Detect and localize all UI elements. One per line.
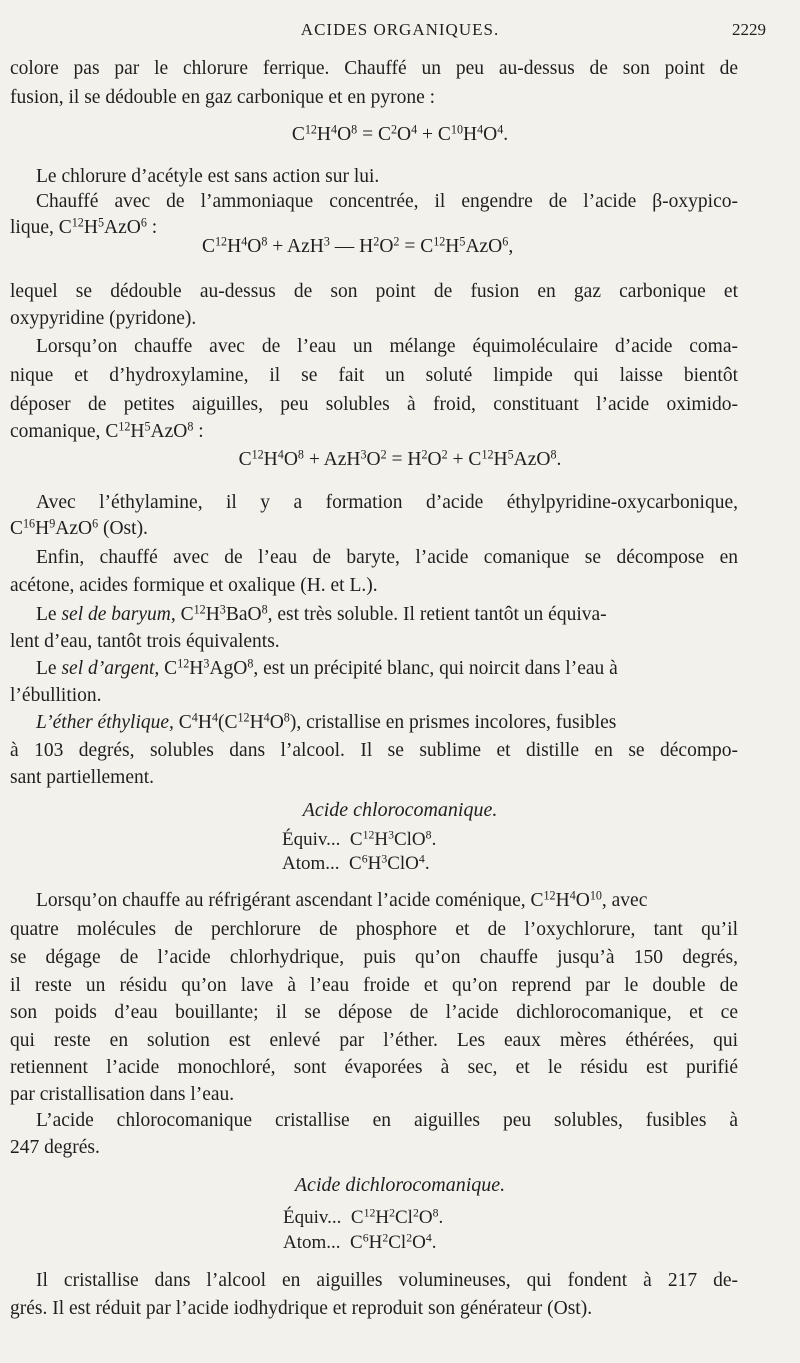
text-line: lequel se dédouble au-dessus de son point de fusion en gaz carbonique et [10, 281, 738, 302]
text-line: nique et d’hydroxylamine, il se fait un soluté limpide qui laisse bientôt [10, 365, 738, 386]
section-heading: Acide dichlorocomanique. [294, 1174, 506, 1196]
text-line: son poids d’eau bouillante; il se dépose de l’acide dichlorocomanique, et ce [10, 1002, 738, 1023]
equation: $C^{12}H^4O^8 + AzH^3O^2 = H^2O^2 + C^{12}H^5AzO^8$. [238, 447, 562, 470]
text-line: déposer de petites aiguilles, peu solubles à froid, constituant l’acide oximido- [10, 394, 738, 415]
text-line: Enfin, chauffé avec de l’eau de baryte, l’acide comanique se décompose en [36, 547, 738, 568]
formula-atom: Atom... $C^6H^2Cl^2O^4$. [283, 1231, 437, 1253]
text-line: colore pas par le chlorure ferrique. Chauffé un peu au-dessus de son point de [10, 58, 738, 79]
text-line: Le sel de baryum, $C^{12}H^3BaO^8$, est très soluble. Il retient tantôt un équiva- [36, 602, 607, 625]
text-line: Il cristallise dans l’alcool en aiguilles volumineuses, qui fondent à 217 de- [36, 1270, 738, 1291]
text-line: à 103 degrés, solubles dans l’alcool. Il se sublime et distille en se décompo- [10, 740, 738, 761]
text-line: Chauffé avec de l’ammoniaque concentrée, il engendre de l’acide β-oxypico- [36, 191, 738, 212]
text-line: oxypyridine (pyridone). [10, 308, 197, 329]
text-line: Avec l’éthylamine, il y a formation d’acide éthylpyridine-oxycarbonique, [36, 492, 738, 513]
text-line: Le sel d’argent, $C^{12}H^3AgO^8$, est un précipité blanc, qui noircit dans l’eau à [36, 656, 618, 679]
text-line: lent d’eau, tantôt trois équivalents. [10, 631, 280, 652]
equation: $C^{12}H^4O^8 + AzH^3$ — $H^2O^2 = C^{12}H^5AzO^6$, [202, 234, 514, 257]
text-line: Lorsqu’on chauffe au réfrigérant ascendant l’acide coménique, $C^{12}H^4O^{10}$, avec [36, 888, 648, 911]
section-heading: Acide chlorocomanique. [302, 799, 498, 821]
page-number: 2229 [732, 20, 766, 39]
text-line: acétone, acides formique et oxalique (H. et L.). [10, 575, 378, 596]
text-line: grés. Il est réduit par l’acide iodhydrique et reproduit son générateur (Ost). [10, 1298, 593, 1319]
formula-equiv: Équiv... $C^{12}H^2Cl^2O^8$. [283, 1206, 444, 1228]
text-line: par cristallisation dans l’eau. [10, 1084, 235, 1105]
text-line: qui reste en solution est enlevé par l’éther. Les eaux mères éthérées, qui [10, 1030, 738, 1051]
text-line: Lorsqu’on chauffe avec de l’eau un mélange équimoléculaire d’acide coma- [36, 336, 738, 357]
text-line: $C^{16}H^9AzO^6$ (Ost). [10, 516, 148, 539]
text-line: comanique, $C^{12}H^5AzO^8$ : [10, 419, 204, 442]
text-line: 247 degrés. [10, 1137, 100, 1158]
running-header: ACIDES ORGANIQUES. [300, 20, 500, 39]
text-line: L’acide chlorocomanique cristallise en aiguilles peu solubles, fusibles à [36, 1110, 738, 1131]
formula-atom: Atom... $C^6H^3ClO^4$. [282, 852, 430, 874]
text-line: fusion, il se dédouble en gaz carbonique et en pyrone : [10, 87, 436, 108]
text-line: sant partiellement. [10, 767, 155, 788]
equation: $C^{12}H^4O^8 = C^2O^4 + C^{10}H^4O^4$. [291, 122, 509, 145]
formula-equiv: Équiv... $C^{12}H^3ClO^8$. [282, 828, 437, 850]
text-line: il reste un résidu qu’on lave à l’eau froide et qu’on reprend par le double de [10, 975, 738, 996]
text-line: lique, $C^{12}H^5AzO^6$ : [10, 215, 158, 238]
text-line: L’éther éthylique, $C^4H^4(C^{12}H^4O^8)$, cristallise en prismes incolores, fusibles [36, 710, 617, 733]
text-line: quatre molécules de perchlorure de phosphore et de l’oxychlorure, tant qu’il [10, 919, 738, 940]
text-line: retiennent l’acide monochloré, sont évaporées à sec, et le résidu est purifié [10, 1057, 738, 1078]
text-line: Le chlorure d’acétyle est sans action sur lui. [36, 166, 380, 187]
text-line: se dégage de l’acide chlorhydrique, puis qu’on chauffe jusqu’à 150 degrés, [10, 947, 738, 968]
text-line: l’ébullition. [10, 685, 102, 706]
